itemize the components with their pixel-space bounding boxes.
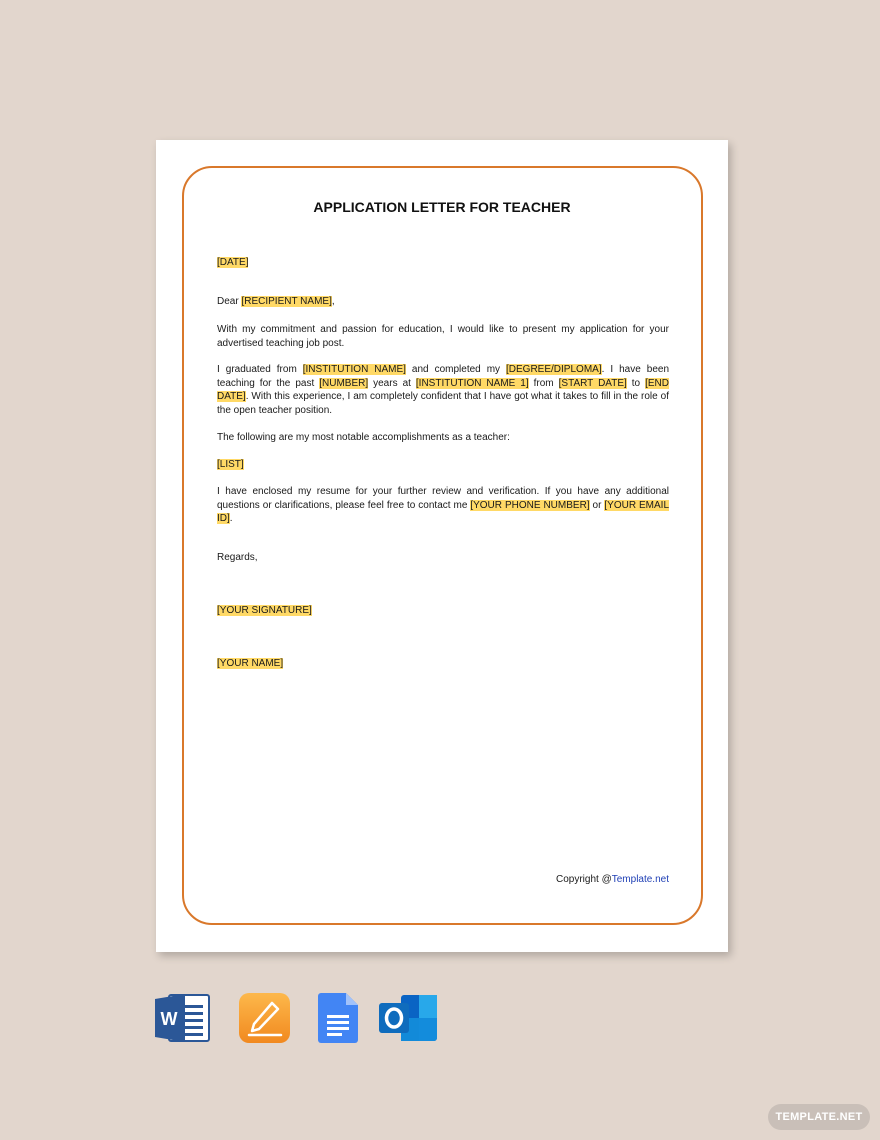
number-placeholder: [NUMBER]	[319, 377, 369, 389]
text: . I have been teaching for the past	[217, 364, 670, 389]
degree-placeholder: [DEGREE/DIPLOMA]	[506, 364, 602, 375]
text: . With this experience, I am completely confident that I have got what it takes to fill in the role of the open teacher position.	[217, 391, 669, 416]
outlook-icon[interactable]	[379, 993, 439, 1048]
signature-line	[217, 604, 669, 618]
email-placeholder: [YOUR EMAIL ID]	[217, 499, 670, 524]
text: to	[626, 377, 646, 389]
signature-placeholder: [YOUR SIGNATURE]	[217, 605, 312, 616]
letter-page	[156, 140, 728, 952]
text: .	[229, 513, 233, 524]
end-date-placeholder: [END DATE]	[217, 377, 670, 402]
text: I graduated from	[217, 364, 303, 375]
date-placeholder: [DATE]	[217, 257, 249, 268]
name-placeholder: [YOUR NAME]	[217, 658, 284, 669]
greeting-comma: ,	[331, 296, 335, 307]
paragraph-intro: With my commitment and passion for education, I would like to present my application for your advertised teaching job post.	[217, 324, 669, 349]
svg-text:W: W	[160, 1009, 178, 1029]
list-placeholder: [LIST]	[217, 459, 244, 470]
institution1-placeholder: [INSTITUTION NAME 1]	[415, 377, 529, 389]
copyright-link[interactable]: Template.net	[611, 874, 669, 885]
google-docs-icon[interactable]	[318, 993, 358, 1048]
paragraph-contact	[217, 485, 669, 526]
text: from	[528, 377, 559, 389]
paragraph-experience	[217, 363, 669, 417]
phone-placeholder: [YOUR PHONE NUMBER]	[470, 499, 590, 511]
greeting: Dear	[217, 296, 239, 307]
text: or	[589, 499, 605, 511]
copyright	[556, 874, 669, 885]
text: years at	[368, 377, 416, 389]
recipient-placeholder: [RECIPIENT NAME]	[241, 296, 332, 307]
date-line	[217, 256, 669, 270]
name-line	[217, 657, 669, 671]
institution-placeholder: [INSTITUTION NAME]	[302, 364, 406, 375]
closing: Regards,	[217, 552, 258, 563]
paragraph-accomplishments: The following are my most notable accomplishments as a teacher:	[217, 432, 510, 443]
greeting-line	[217, 295, 669, 309]
letter-title: APPLICATION LETTER FOR TEACHER	[313, 199, 571, 215]
word-icon[interactable]	[155, 993, 211, 1048]
list-line	[217, 458, 669, 472]
copyright-text: Copyright @	[556, 874, 612, 885]
template-net-badge[interactable]: TEMPLATE.NET	[768, 1104, 870, 1130]
text: I have enclosed my resume for your further review and verification. If you have any additional questions or clarifications, please feel free to contact me	[217, 486, 669, 511]
page-border	[182, 166, 703, 925]
start-date-placeholder: [START DATE]	[558, 377, 627, 389]
pages-icon[interactable]	[239, 993, 290, 1048]
text: and completed my	[405, 364, 507, 375]
